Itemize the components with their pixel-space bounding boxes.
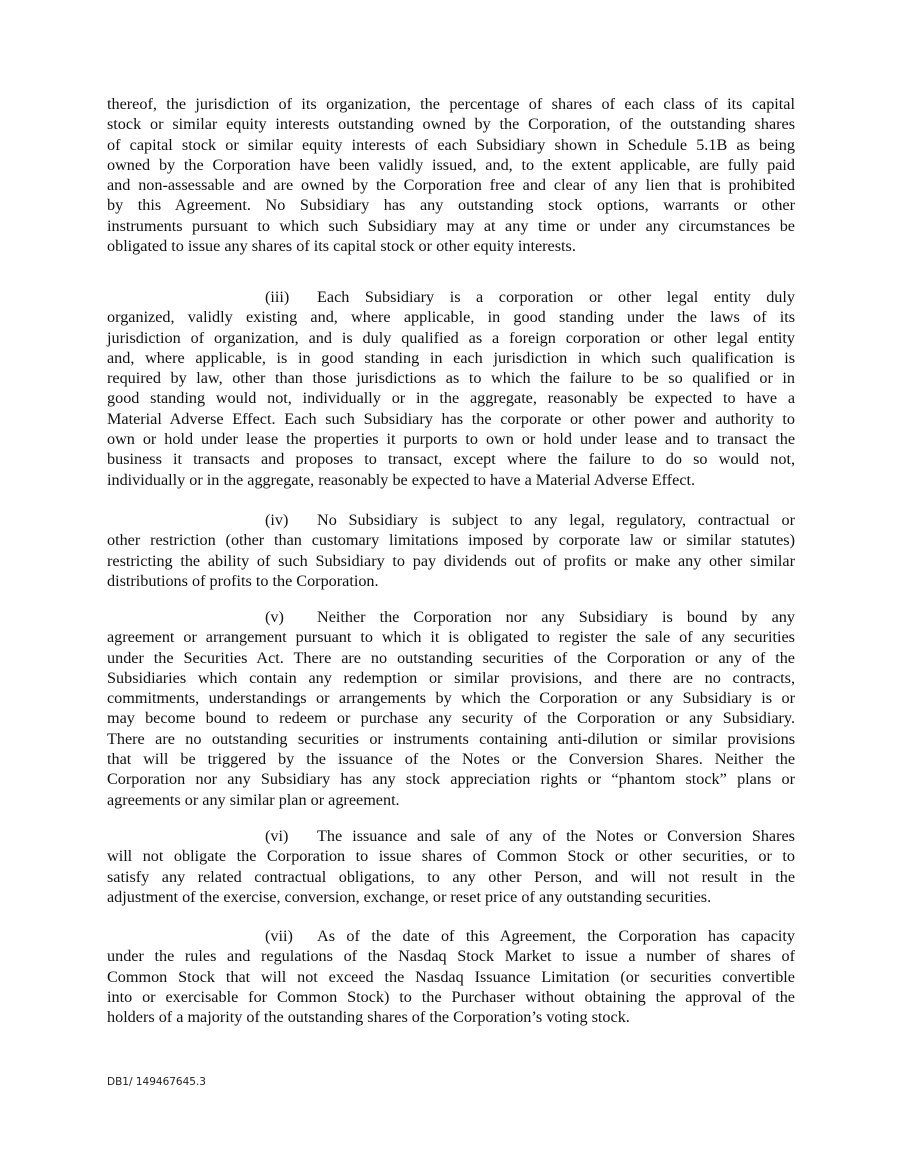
line-text: may become bound to redeem or purchase any security of the Corporation or any Subsidiary. <box>107 709 795 728</box>
text-line <box>107 510 795 530</box>
line-text: agreement or arrangement pursuant to which it is obligated to register the sale of any securities <box>107 628 795 647</box>
line-text: holders of a majority of the outstanding shares of the Corporation’s voting stock. <box>107 1008 630 1027</box>
text-line <box>107 648 795 668</box>
line-text: Material Adverse Effect. Each such Subsidiary has the corporate or other power and authority to <box>107 409 795 428</box>
line-text: Corporation nor any Subsidiary has any stock appreciation rights or “phantom stock” plans or <box>107 770 795 789</box>
line-text: instruments pursuant to which such Subsidiary may at any time or under any circumstances be <box>107 216 795 235</box>
line-text: Each Subsidiary is a corporation or other legal entity duly <box>317 288 795 306</box>
line-text: satisfy any related contractual obligations, to any other Person, and will not result in the <box>107 867 795 886</box>
text-line <box>107 688 795 708</box>
line-text: individually or in the aggregate, reasonably be expected to have a Material Adverse Effect. <box>107 470 696 489</box>
line-text: into or exercisable for Common Stock) to the Purchaser without obtaining the approval of the <box>107 987 795 1006</box>
text-line <box>107 429 795 449</box>
text-line <box>107 769 795 789</box>
line-text: No Subsidiary is subject to any legal, regulatory, contractual or <box>317 511 795 529</box>
text-line <box>107 967 795 987</box>
section-label: (iii) <box>265 288 290 306</box>
text-line <box>107 409 795 429</box>
line-text: other restriction (other than customary limitations imposed by corporate law or similar statutes) <box>107 531 795 550</box>
text-line <box>107 887 795 907</box>
line-text: will not obligate the Corporation to issue shares of Common Stock or other securities, or to <box>107 847 795 866</box>
text-line <box>107 175 795 195</box>
text-line <box>107 627 795 647</box>
line-text: under the rules and regulations of the Nasdaq Stock Market to issue a number of shares of <box>107 947 795 966</box>
line-text: stock or similar equity interests outstanding owned by the Corporation, of the outstanding shares <box>107 115 795 134</box>
text-line <box>107 551 795 571</box>
line-text: As of the date of this Agreement, the Corporation has capacity <box>317 927 795 945</box>
line-text: restricting the ability of such Subsidiary to pay dividends out of profits or make any other similar <box>107 551 795 570</box>
text-line <box>107 348 795 368</box>
section-label: (vii) <box>265 927 293 945</box>
text-line <box>107 749 795 769</box>
text-line <box>107 449 795 469</box>
line-text: adjustment of the exercise, conversion, exchange, or reset price of any outstanding securities. <box>107 887 712 906</box>
text-line <box>107 729 795 749</box>
line-text: obligated to issue any shares of its capital stock or other equity interests. <box>107 237 576 256</box>
line-text: jurisdiction of organization, and is duly qualified as a foreign corporation or other legal entity <box>107 328 795 347</box>
line-text: distributions of profits to the Corporation. <box>107 571 379 590</box>
text-line <box>107 307 795 327</box>
line-text: agreements or any similar plan or agreement. <box>107 790 400 809</box>
paragraph-continuation <box>107 94 795 256</box>
text-line <box>107 571 795 591</box>
line-text: good standing would not, individually or in the aggregate, reasonably be expected to have a <box>107 389 795 408</box>
text-line <box>107 530 795 550</box>
line-text: under the Securities Act. There are no outstanding securities of the Corporation or any of the <box>107 648 795 667</box>
line-text: that will be triggered by the issuance of the Notes or the Conversion Shares. Neither the <box>107 750 795 769</box>
text-line <box>107 470 795 490</box>
text-line <box>107 388 795 408</box>
line-text: commitments, understandings or arrangements by which the Corporation or any Subsidiary is or <box>107 689 795 708</box>
text-line <box>107 94 795 114</box>
line-text: and non-assessable and are owned by the Corporation free and clear of any lien that is prohibited <box>107 176 795 195</box>
line-text: There are no outstanding securities or instruments containing anti-dilution or similar provisions <box>107 729 795 748</box>
text-line <box>107 328 795 348</box>
text-line <box>107 607 795 627</box>
text-line <box>107 668 795 688</box>
text-line <box>107 155 795 175</box>
line-text: The issuance and sale of any of the Notes or Conversion Shares <box>317 827 795 845</box>
text-line <box>107 236 795 256</box>
line-text: organized, validly existing and, where applicable, in good standing under the laws of its <box>107 308 795 327</box>
line-text: of capital stock or similar equity interests of each Subsidiary shown in Schedule 5.1B as being <box>107 135 795 154</box>
document-id-footer: DB1/ 149467645.3 <box>107 1076 206 1088</box>
paragraph-iii <box>107 287 795 490</box>
paragraph-vi <box>107 826 795 907</box>
paragraph-vii <box>107 926 795 1027</box>
text-line <box>107 846 795 866</box>
line-text: Subsidiaries which contain any redemption or similar provisions, and there are no contracts, <box>107 668 795 687</box>
text-line <box>107 946 795 966</box>
text-line <box>107 287 795 307</box>
line-text: business it transacts and proposes to transact, except where the failure to do so would not, <box>107 450 795 469</box>
line-text: by this Agreement. No Subsidiary has any outstanding stock options, warrants or other <box>107 196 795 215</box>
text-line <box>107 1007 795 1027</box>
section-label: (vi) <box>265 827 289 845</box>
line-text: and, where applicable, is in good standing in each jurisdiction in which such qualification is <box>107 348 795 367</box>
text-line <box>107 790 795 810</box>
line-text: own or hold under lease the properties it purports to own or hold under lease and to transact the <box>107 430 795 449</box>
paragraph-v <box>107 607 795 810</box>
text-line <box>107 708 795 728</box>
text-line <box>107 826 795 846</box>
line-text: Common Stock that will not exceed the Nasdaq Issuance Limitation (or securities convertible <box>107 967 795 986</box>
text-line <box>107 114 795 134</box>
paragraph-iv <box>107 510 795 591</box>
text-line <box>107 867 795 887</box>
text-line <box>107 135 795 155</box>
text-line <box>107 987 795 1007</box>
line-text: required by law, other than those jurisdictions as to which the failure to be so qualified or in <box>107 369 795 388</box>
line-text: Neither the Corporation nor any Subsidiary is bound by any <box>317 608 795 626</box>
text-line <box>107 216 795 236</box>
text-line <box>107 368 795 388</box>
section-label: (v) <box>265 608 284 626</box>
section-label: (iv) <box>265 511 289 529</box>
text-line <box>107 926 795 946</box>
line-text: thereof, the jurisdiction of its organization, the percentage of shares of each class of its capital <box>107 95 795 113</box>
text-line <box>107 195 795 215</box>
line-text: owned by the Corporation have been validly issued, and, to the extent applicable, are fully paid <box>107 155 795 174</box>
